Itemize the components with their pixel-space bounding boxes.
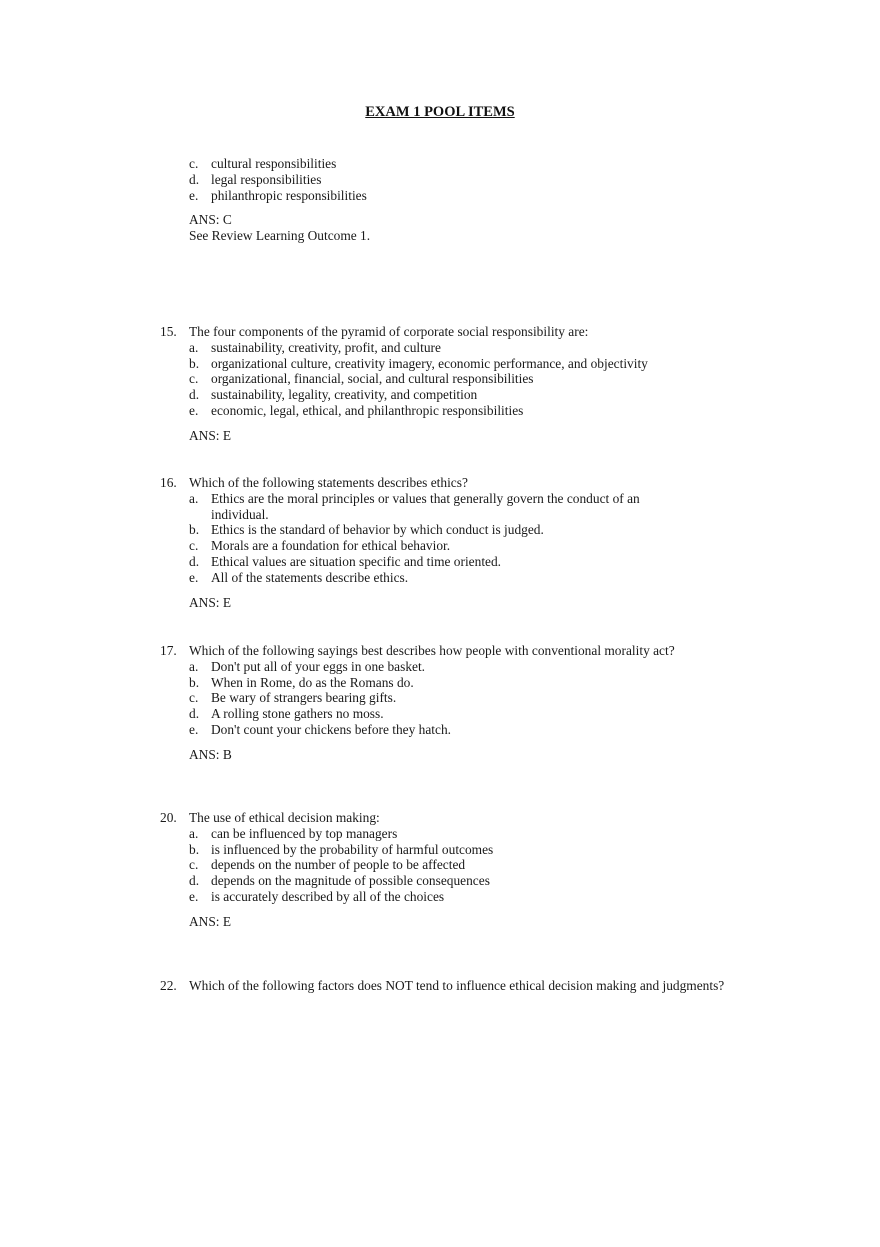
answer-option-e: e. philanthropic responsibilities bbox=[189, 187, 367, 203]
question-number: 15. bbox=[160, 324, 177, 339]
question-15 bbox=[160, 324, 800, 444]
question-16 bbox=[160, 475, 800, 610]
question-text: Which of the following sayings best describes how people with conventional morality act? bbox=[189, 643, 675, 658]
answer-option-b: b. Ethics is the standard of behavior by which conduct is judged. bbox=[189, 522, 544, 538]
answer-option-b: b. When in Rome, do as the Romans do. bbox=[189, 674, 414, 690]
answer-option-c: c. depends on the number of people to be affected bbox=[189, 857, 466, 873]
question-text: The use of ethical decision making: bbox=[189, 810, 380, 825]
answer-key: ANS: C bbox=[189, 212, 232, 228]
answer-option-d: d. sustainability, legality, creativity, and competition bbox=[189, 387, 478, 403]
question-number: 22. bbox=[160, 978, 177, 993]
question-20 bbox=[160, 810, 800, 930]
answer-option-d: d. legal responsibilities bbox=[189, 171, 322, 187]
question-text: The four components of the pyramid of corporate social responsibility are: bbox=[189, 324, 589, 339]
answer-option-a: a. Ethics are the moral principles or values that generally govern the conduct of an individual. bbox=[189, 490, 640, 522]
answer-option-e: e. economic, legal, ethical, and philanthropic responsibilities bbox=[189, 402, 524, 418]
continued-question-block bbox=[160, 156, 800, 244]
answer-option-d: d. Ethical values are situation specific and time oriented. bbox=[189, 553, 502, 569]
answer-option-a: a. can be influenced by top managers bbox=[189, 825, 398, 841]
answer-option-c: c. cultural responsibilities bbox=[189, 156, 337, 171]
answer-option-b: b. organizational culture, creativity imagery, economic performance, and objectivity bbox=[189, 355, 648, 371]
answer-option-a: a. sustainability, creativity, profit, and culture bbox=[189, 339, 441, 355]
question-text: Which of the following factors does NOT tend to influence ethical decision making and judgments? bbox=[189, 978, 725, 993]
answer-key: ANS: E bbox=[189, 913, 232, 929]
learning-outcome-reference: See Review Learning Outcome 1. bbox=[189, 228, 371, 244]
question-number: 16. bbox=[160, 475, 177, 490]
answer-option-e: e. Don't count your chickens before they hatch. bbox=[189, 721, 452, 737]
answer-key: ANS: E bbox=[189, 594, 232, 610]
answer-key: ANS: E bbox=[189, 427, 232, 443]
answer-option-d: d. depends on the magnitude of possible consequences bbox=[189, 873, 490, 889]
answer-option-c: c. Be wary of strangers bearing gifts. bbox=[189, 690, 397, 706]
page-title: EXAM 1 POOL ITEMS bbox=[365, 104, 515, 120]
answer-option-c: c. organizational, financial, social, and cultural responsibilities bbox=[189, 371, 534, 387]
question-17 bbox=[160, 643, 800, 763]
answer-option-c: c. Morals are a foundation for ethical behavior. bbox=[189, 538, 451, 554]
question-text: Which of the following statements describes ethics? bbox=[189, 475, 468, 490]
answer-option-b: b. is influenced by the probability of harmful outcomes bbox=[189, 841, 494, 857]
answer-option-a: a. Don't put all of your eggs in one basket. bbox=[189, 658, 426, 674]
answer-option-d: d. A rolling stone gathers no moss. bbox=[189, 706, 384, 722]
question-22 bbox=[160, 978, 800, 994]
question-number: 17. bbox=[160, 643, 177, 658]
question-number: 20. bbox=[160, 810, 177, 825]
answer-option-e: e. is accurately described by all of the choices bbox=[189, 888, 445, 904]
answer-option-e: e. All of the statements describe ethics. bbox=[189, 569, 409, 585]
answer-key: ANS: B bbox=[189, 746, 232, 762]
